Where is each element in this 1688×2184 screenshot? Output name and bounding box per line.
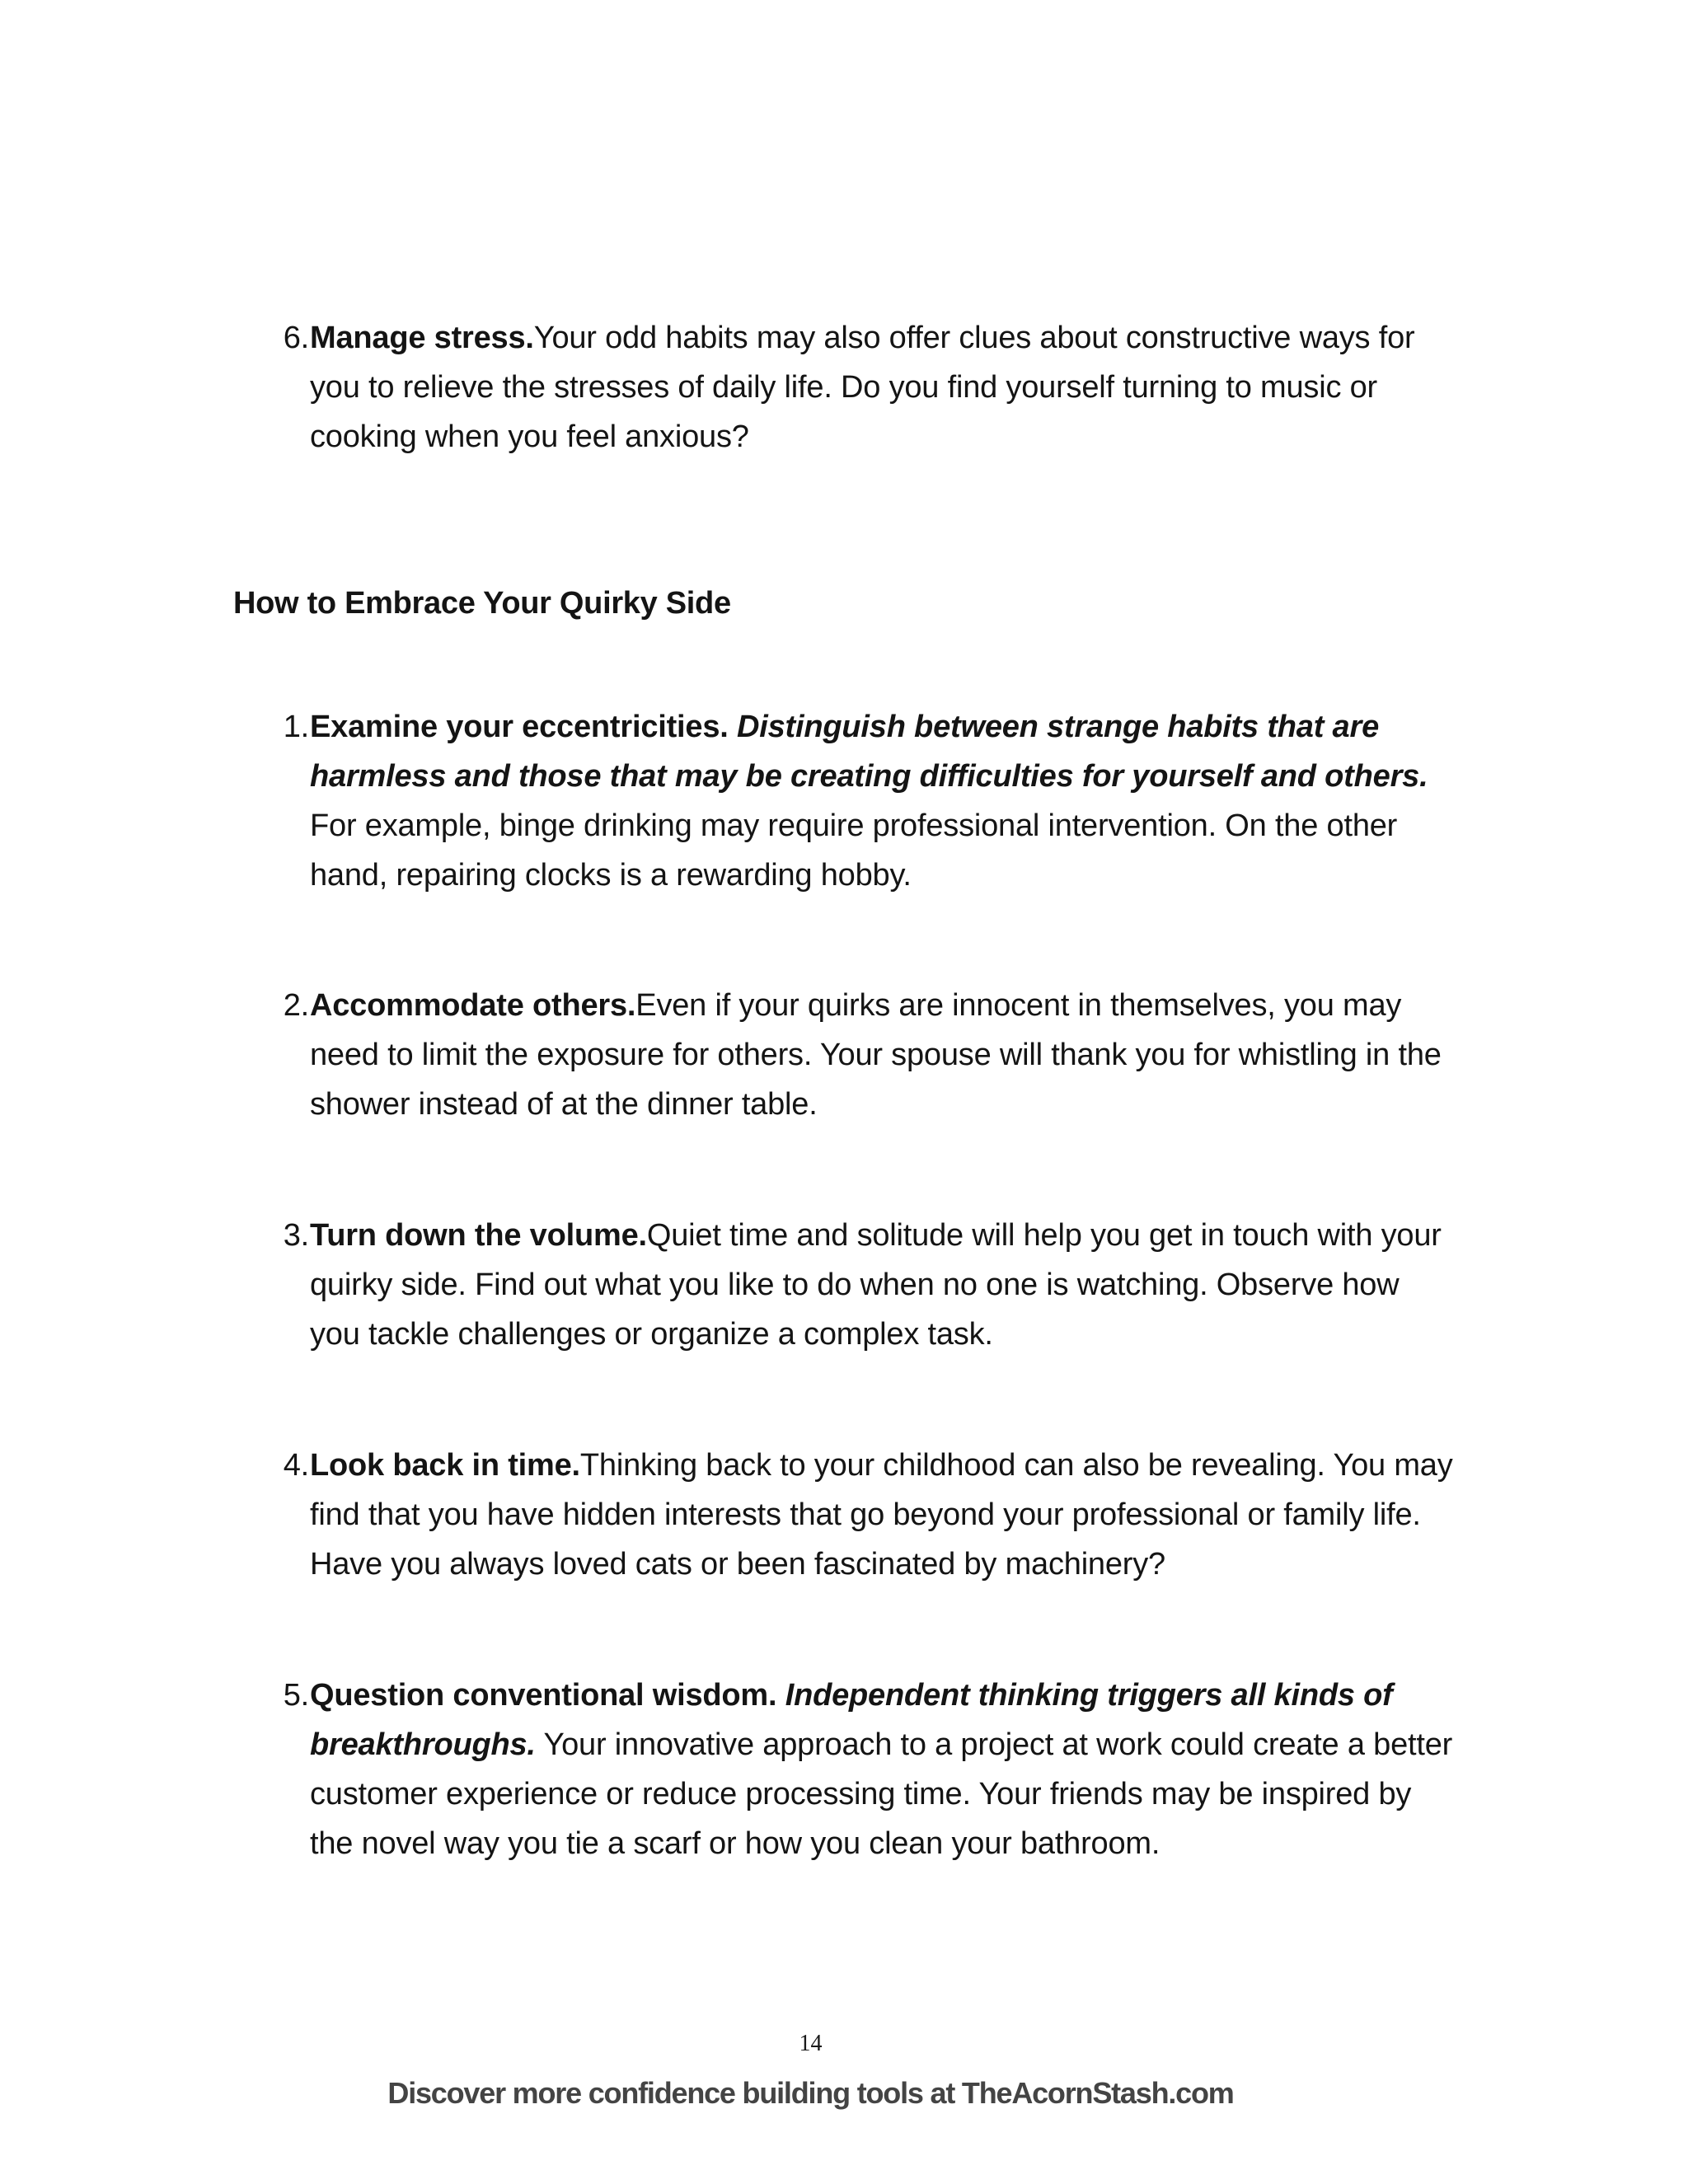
list-item-text: Even if your quirks are innocent in themselves, you may need to limit the exposure for others. Your spouse will thank you for whistling in the shower instead of at the dinner table.	[310, 988, 1442, 1122]
list-item-text: Your odd habits may also offer clues about constructive ways for you to relieve the stresses of daily life. Do you find yourself turning to music or cooking when you feel anxious?	[310, 321, 1415, 454]
list-item-body	[310, 1441, 1455, 1589]
list-item-title: Accommodate others.	[310, 988, 636, 1023]
footer-promo-text: Discover more confidence building tools at TheAcornStash.com	[387, 2076, 1234, 2110]
list-item-title: Examine your eccentricities.	[310, 710, 729, 744]
list-item-examine-eccentricities	[276, 702, 1455, 900]
list-item-question-conventional-wisdom	[276, 1671, 1455, 1868]
list-item-body	[310, 981, 1455, 1129]
list-item-number: 5.	[283, 1678, 309, 1713]
list-item-body	[310, 313, 1455, 462]
list-item-number: 4.	[283, 1448, 309, 1483]
list-item-look-back-in-time	[276, 1441, 1455, 1589]
list-item-text: Thinking back to your childhood can also be revealing. You may find that you have hidden interests that go beyond your professional or family life. Have you always loved cats or been fascinated by machinery?	[310, 1448, 1453, 1582]
list-item-number: 2.	[283, 988, 309, 1023]
list-item-body	[310, 1671, 1455, 1868]
list-item-manage-stress	[276, 313, 1455, 462]
list-item-text: For example, binge drinking may require professional intervention. On the other hand, repairing clocks is a rewarding hobby.	[310, 808, 1398, 893]
list-item-number: 3.	[283, 1218, 309, 1253]
section-heading: How to Embrace Your Quirky Side	[233, 586, 731, 621]
list-item-emphasis: Distinguish between strange habits that are harmless and those that may be creating difficulties for yourself and others.	[310, 710, 1428, 794]
list-item-number: 6.	[283, 321, 309, 355]
list-item-body	[310, 1211, 1455, 1359]
list-item-turn-down-volume	[276, 1211, 1455, 1359]
list-item-title: Turn down the volume.	[310, 1218, 647, 1253]
list-item-title: Question conventional wisdom.	[310, 1678, 777, 1713]
list-item-title: Look back in time.	[310, 1448, 580, 1483]
list-item-emphasis: Independent thinking triggers all kinds of breakthroughs.	[310, 1678, 1393, 1762]
page-number: 14	[799, 2031, 823, 2056]
list-item-body	[310, 702, 1455, 900]
list-item-title: Manage stress.	[310, 321, 534, 355]
list-item-text: Quiet time and solitude will help you get in touch with your quirky side. Find out what you like to do when no one is watching. Observe how you tackle challenges or organize a complex task.	[310, 1218, 1442, 1352]
list-item-accommodate-others	[276, 981, 1455, 1129]
list-item-number: 1.	[283, 710, 309, 744]
list-item-text: Your innovative approach to a project at work could create a better customer experience or reduce processing time. Your friends may be inspired by the novel way you tie a scarf or how you clean your bathroom.	[310, 1727, 1453, 1861]
